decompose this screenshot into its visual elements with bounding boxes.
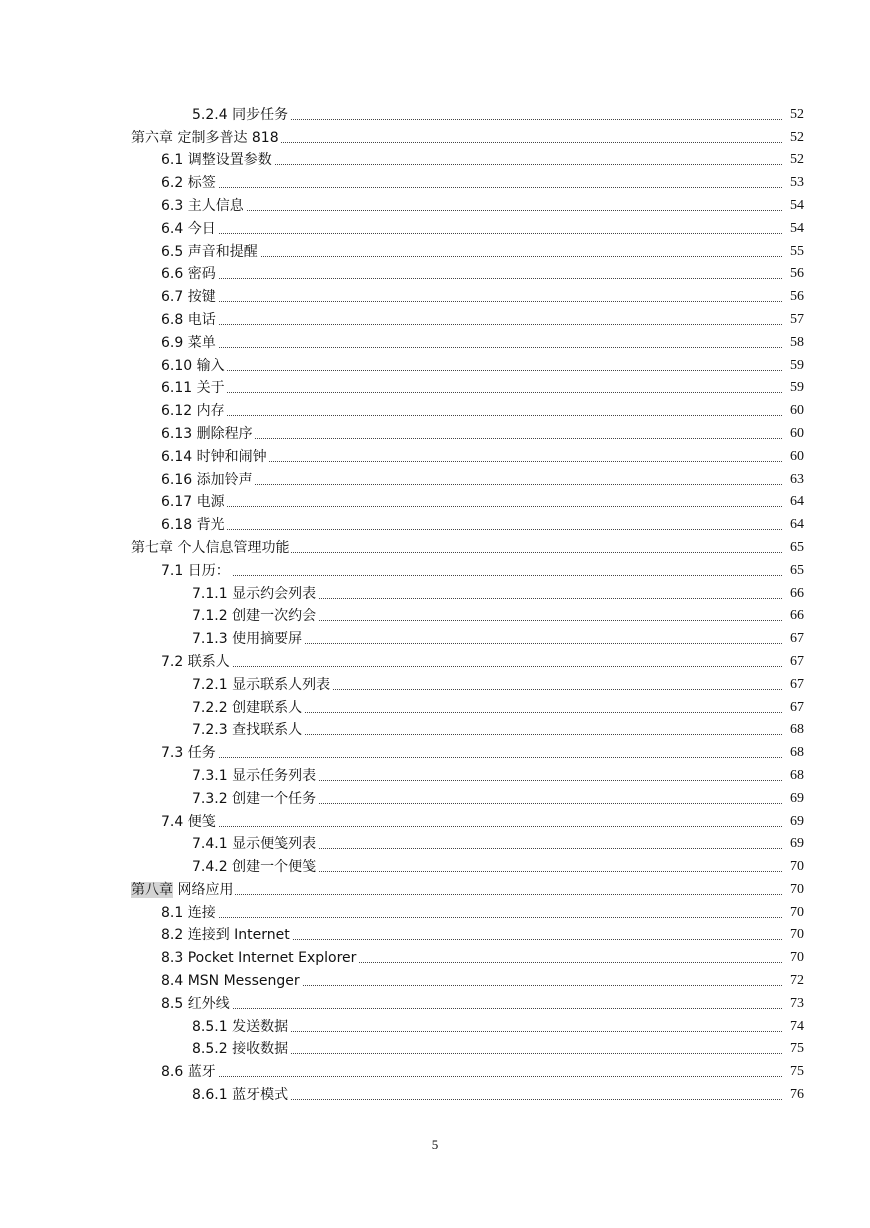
toc-entry-text: 6.11 关于 (161, 380, 225, 397)
toc-entry-page: 56 (782, 266, 804, 282)
toc-entry-title (131, 540, 291, 556)
dot-leader (161, 210, 782, 211)
dot-leader (161, 347, 782, 348)
dot-leader (161, 301, 782, 302)
toc-entry[interactable] (0, 331, 870, 354)
toc-entry-page: 69 (782, 814, 804, 830)
toc-entry[interactable] (0, 468, 870, 491)
toc-entry-text: 8.5.2 接收数据 (192, 1041, 289, 1058)
toc-entry[interactable] (0, 582, 870, 605)
toc-entry-page: 73 (782, 996, 804, 1012)
dot-leader (161, 415, 782, 416)
toc-entry-page: 52 (782, 152, 804, 168)
toc-entry-page: 66 (782, 586, 804, 602)
toc-entry-page: 70 (782, 859, 804, 875)
toc-entry[interactable] (0, 126, 870, 149)
toc-entry-page: 57 (782, 312, 804, 328)
toc-entry-title (161, 175, 218, 191)
toc-entry-text: 7.1.2 创建一次约会 (192, 608, 317, 625)
toc-entry-page: 67 (782, 654, 804, 670)
toc-entry-page: 68 (782, 768, 804, 784)
toc-entry-text: 7.2.3 查找联系人 (192, 722, 303, 739)
toc-entry-title (192, 768, 318, 784)
toc-entry-title (131, 882, 235, 898)
toc-entry[interactable] (0, 1060, 870, 1083)
toc-entry-text: 6.14 时钟和闹钟 (161, 448, 267, 465)
toc-entry[interactable] (0, 787, 870, 810)
dot-leader (161, 187, 782, 188)
toc-entry[interactable] (0, 377, 870, 400)
toc-entry-page: 54 (782, 198, 804, 214)
toc-entry-text: 8.3 Pocket Internet Explorer (161, 950, 357, 967)
toc-entry-page: 70 (782, 927, 804, 943)
toc-entry-page: 58 (782, 335, 804, 351)
toc-entry-title (192, 700, 304, 716)
dot-leader (161, 392, 782, 393)
toc-entry[interactable] (0, 103, 870, 126)
toc-entry-page: 64 (782, 517, 804, 533)
dot-leader (161, 1076, 782, 1077)
dot-leader (161, 1008, 782, 1009)
toc-entry-title (192, 1019, 290, 1035)
toc-entry-title (131, 130, 281, 146)
toc-entry-title (192, 1041, 290, 1057)
toc-entry-page: 67 (782, 700, 804, 716)
table-of-contents (0, 103, 870, 1106)
toc-entry[interactable] (0, 650, 870, 673)
toc-entry[interactable] (0, 308, 870, 331)
toc-entry-page: 66 (782, 608, 804, 624)
toc-entry-text: 6.12 内存 (161, 403, 225, 420)
toc-entry-title (161, 973, 302, 989)
toc-entry[interactable] (0, 719, 870, 742)
toc-entry-text: 6.3 主人信息 (161, 197, 244, 214)
toc-entry[interactable] (0, 673, 870, 696)
toc-entry-text: 7.1.1 显示约会列表 (192, 585, 317, 602)
toc-entry-title (161, 494, 227, 510)
toc-entry-text: 6.4 今日 (161, 220, 216, 237)
toc-entry-page: 55 (782, 244, 804, 260)
toc-entry-page: 60 (782, 449, 804, 465)
toc-entry[interactable] (0, 855, 870, 878)
dot-leader (161, 666, 782, 667)
toc-entry-page: 70 (782, 905, 804, 921)
dot-leader (161, 278, 782, 279)
toc-entry-title (161, 152, 274, 168)
toc-entry[interactable] (0, 491, 870, 514)
toc-entry-title (161, 358, 227, 374)
toc-entry[interactable] (0, 764, 870, 787)
toc-entry-text: 7.3.2 创建一个任务 (192, 790, 317, 807)
toc-entry[interactable] (0, 149, 870, 172)
toc-entry-text: 7.4.2 创建一个便笺 (192, 859, 317, 876)
toc-entry-title (192, 1087, 290, 1103)
toc-entry[interactable] (0, 810, 870, 833)
toc-entry[interactable] (0, 878, 870, 901)
toc-entry-title (192, 586, 318, 602)
toc-entry[interactable] (0, 741, 870, 764)
toc-entry[interactable] (0, 627, 870, 650)
toc-entry-page: 63 (782, 472, 804, 488)
toc-entry-page: 65 (782, 563, 804, 579)
dot-leader (161, 324, 782, 325)
toc-entry-page: 64 (782, 494, 804, 510)
toc-entry-text: 8.2 连接到 Internet (161, 927, 290, 944)
toc-entry[interactable] (0, 422, 870, 445)
toc-entry-page: 67 (782, 677, 804, 693)
toc-entry[interactable] (0, 194, 870, 217)
toc-entry-title (161, 449, 269, 465)
page-number: 5 (431, 1137, 439, 1152)
toc-entry[interactable] (0, 513, 870, 536)
dot-leader (161, 757, 782, 758)
toc-entry-title (192, 107, 290, 123)
toc-entry[interactable] (0, 445, 870, 468)
toc-entry-title (161, 335, 218, 351)
toc-entry-text: 7.1.3 使用摘要屏 (192, 631, 303, 648)
toc-entry-page: 53 (782, 175, 804, 191)
toc-entry-text: 6.18 背光 (161, 517, 225, 534)
dot-leader (161, 370, 782, 371)
toc-entry-text: 第六章 定制多普达 818 (131, 129, 279, 146)
toc-entry-title (161, 950, 358, 966)
toc-entry-page: 69 (782, 791, 804, 807)
toc-entry-page: 52 (782, 107, 804, 123)
toc-entry-page: 59 (782, 358, 804, 374)
toc-entry-title (161, 654, 232, 670)
toc-entry-text: 8.1 连接 (161, 904, 216, 921)
toc-entry-page: 75 (782, 1064, 804, 1080)
toc-entry-text: 网络应用 (177, 881, 234, 898)
toc-entry[interactable] (0, 992, 870, 1015)
dot-leader (161, 506, 782, 507)
toc-entry-title (161, 289, 218, 305)
toc-entry-title (161, 996, 232, 1012)
toc-entry-text: 6.1 调整设置参数 (161, 152, 272, 169)
toc-entry-text: 6.17 电源 (161, 494, 225, 511)
toc-entry-page: 52 (782, 130, 804, 146)
toc-entry-title (161, 927, 292, 943)
dot-leader (161, 233, 782, 234)
toc-entry[interactable] (0, 217, 870, 240)
toc-entry-page: 60 (782, 426, 804, 442)
toc-entry[interactable] (0, 263, 870, 286)
toc-entry[interactable] (0, 924, 870, 947)
toc-entry-text: 7.2.1 显示联系人列表 (192, 676, 331, 693)
toc-entry-text: 5.2.4 同步任务 (192, 106, 289, 123)
dot-leader (161, 529, 782, 530)
toc-entry-text: 7.2 联系人 (161, 653, 230, 670)
toc-entry[interactable] (0, 1038, 870, 1061)
toc-entry-title (192, 859, 318, 875)
toc-entry-page: 59 (782, 380, 804, 396)
toc-entry-title (161, 380, 227, 396)
dot-leader (161, 575, 782, 576)
toc-entry-page: 54 (782, 221, 804, 237)
toc-entry[interactable] (0, 1083, 870, 1106)
toc-entry[interactable] (0, 399, 870, 422)
toc-entry-page: 68 (782, 722, 804, 738)
toc-entry-text: 6.10 输入 (161, 357, 225, 374)
toc-entry-text: 6.13 删除程序 (161, 425, 253, 442)
toc-entry-title (161, 198, 246, 214)
toc-entry-page: 74 (782, 1019, 804, 1035)
toc-entry-page: 76 (782, 1087, 804, 1103)
toc-entry[interactable] (0, 536, 870, 559)
toc-entry[interactable] (0, 605, 870, 628)
toc-entry-text: 8.5 红外线 (161, 995, 230, 1012)
toc-entry-page: 68 (782, 745, 804, 761)
toc-entry-chapter-prefix: 第八章 (131, 881, 173, 898)
toc-entry-text: 6.7 按键 (161, 289, 216, 306)
toc-entry-text: 6.8 电话 (161, 311, 216, 328)
toc-entry[interactable] (0, 901, 870, 924)
dot-leader (161, 917, 782, 918)
toc-entry[interactable] (0, 1015, 870, 1038)
dot-leader (161, 826, 782, 827)
toc-entry-title (161, 517, 227, 533)
toc-entry[interactable] (0, 696, 870, 719)
toc-entry-title (161, 403, 227, 419)
toc-entry-page: 70 (782, 950, 804, 966)
toc-entry-page: 75 (782, 1041, 804, 1057)
toc-entry-title (161, 472, 255, 488)
toc-entry-title (161, 221, 218, 237)
toc-entry[interactable] (0, 240, 870, 263)
toc-entry-title (161, 745, 218, 761)
toc-entry-title (192, 631, 304, 647)
toc-entry-text: 7.4.1 显示便笺列表 (192, 836, 317, 853)
toc-entry-title (161, 426, 255, 442)
toc-entry-page: 70 (782, 882, 804, 898)
toc-entry-title (192, 722, 304, 738)
toc-entry[interactable] (0, 946, 870, 969)
toc-entry-text: 6.2 标签 (161, 175, 216, 192)
toc-entry-page: 67 (782, 631, 804, 647)
toc-entry-text: 8.5.1 发送数据 (192, 1018, 289, 1035)
toc-entry-title (192, 608, 318, 624)
toc-entry-title (161, 244, 260, 260)
toc-entry[interactable] (0, 171, 870, 194)
toc-entry-text: 6.16 添加铃声 (161, 471, 253, 488)
toc-entry-title (192, 791, 318, 807)
toc-entry-page: 69 (782, 836, 804, 852)
toc-entry[interactable] (0, 969, 870, 992)
toc-entry-text: 7.3.1 显示任务列表 (192, 767, 317, 784)
toc-entry-title (161, 814, 218, 830)
toc-entry-text: 7.2.2 创建联系人 (192, 699, 303, 716)
toc-entry-title (161, 312, 218, 328)
toc-entry-text: 7.1 日历： (161, 562, 230, 579)
toc-entry[interactable] (0, 833, 870, 856)
toc-entry-title (192, 836, 318, 852)
toc-entry-text: 6.5 声音和提醒 (161, 243, 258, 260)
toc-entry-title (161, 266, 218, 282)
toc-entry-title (161, 905, 218, 921)
toc-entry-text: 7.4 便笺 (161, 813, 216, 830)
toc-entry-page: 72 (782, 973, 804, 989)
toc-entry[interactable] (0, 285, 870, 308)
toc-entry-page: 56 (782, 289, 804, 305)
toc-entry-text: 8.6 蓝牙 (161, 1064, 216, 1081)
toc-entry-text: 6.6 密码 (161, 266, 216, 283)
toc-entry-text: 8.6.1 蓝牙模式 (192, 1087, 289, 1104)
toc-entry[interactable] (0, 559, 870, 582)
toc-entry-page: 60 (782, 403, 804, 419)
toc-entry[interactable] (0, 354, 870, 377)
toc-entry-page: 65 (782, 540, 804, 556)
toc-entry-title (161, 563, 232, 579)
toc-entry-text: 6.9 菜单 (161, 334, 216, 351)
toc-entry-text: 8.4 MSN Messenger (161, 973, 300, 990)
toc-entry-text: 第七章 个人信息管理功能 (131, 539, 290, 556)
toc-entry-text: 7.3 任务 (161, 745, 216, 762)
toc-entry-title (192, 677, 332, 693)
toc-entry-title (161, 1064, 218, 1080)
